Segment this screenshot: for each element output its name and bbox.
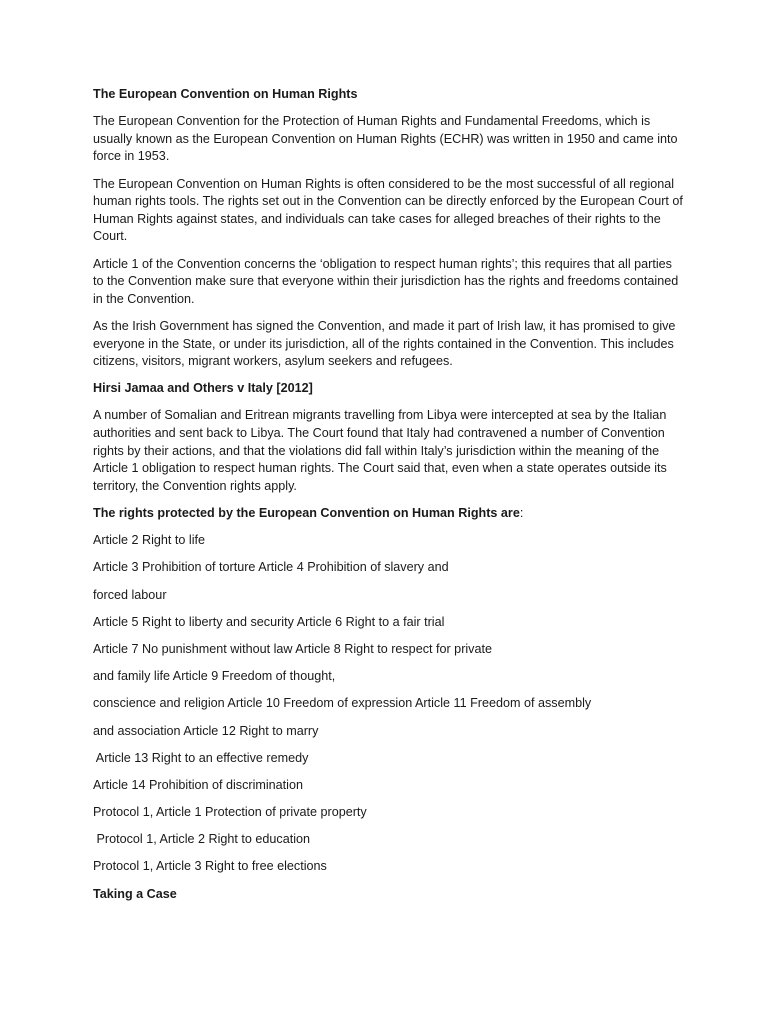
rights-line: Protocol 1, Article 3 Right to free elections: [93, 859, 327, 874]
rights-heading: [93, 505, 683, 523]
case-paragraph: A number of Somalian and Eritrean migrants travelling from Libya were intercepted at sea by the Italian authorities and sent back to Libya. The Court found that Italy had contravened a number of Convention rights by their actions, and that the violations did fall within Italy’s jurisdiction within the meaning of the Article 1 obligation to respect human rights. The Court said that, even when a state operates outside its territory, the Convention rights apply.: [93, 408, 667, 493]
case-heading: Hirsi Jamaa and Others v Italy [2012]: [93, 381, 313, 396]
intro-paragraph-2: The European Convention on Human Rights is often considered to be the most successful of all regional human rights tools. The rights set out in the Convention can be directly enforced by the European Court of Human Rights against states, and individuals can take cases for alleged breaches of their rights to the Court.: [93, 176, 683, 244]
rights-line: Article 14 Prohibition of discrimination: [93, 777, 303, 792]
rights-line: forced labour: [93, 587, 167, 602]
rights-line: Article 7 No punishment without law Article 8 Right to respect for private: [93, 641, 492, 656]
rights-line: Article 2 Right to life: [93, 533, 205, 548]
rights-heading-text: The rights protected by the European Convention on Human Rights are: [93, 506, 520, 521]
intro-paragraph-1: The European Convention for the Protection of Human Rights and Fundamental Freedoms, which is usually known as the European Convention on Human Rights (ECHR) was written in 1950 and came into force in 1953.: [93, 114, 678, 164]
document-page: [93, 86, 683, 913]
rights-heading-colon: :: [519, 506, 524, 521]
document-title: The European Convention on Human Rights: [93, 87, 358, 101]
rights-line: Protocol 1, Article 1 Protection of private property: [93, 805, 367, 820]
taking-a-case-heading: Taking a Case: [93, 886, 177, 901]
intro-paragraph-3: Article 1 of the Convention concerns the ‘obligation to respect human rights’; this requires that all parties to the Convention make sure that everyone within their jurisdiction has the rights and freedoms contained in the Convention.: [93, 256, 679, 306]
rights-line: Article 13 Right to an effective remedy: [93, 750, 309, 765]
rights-line: Article 5 Right to liberty and security Article 6 Right to a fair trial: [93, 614, 445, 629]
rights-line: and family life Article 9 Freedom of thought,: [93, 669, 336, 684]
rights-line: and association Article 12 Right to marry: [93, 723, 319, 738]
rights-line: conscience and religion Article 10 Freedom of expression Article 11 Freedom of assembly: [93, 696, 592, 711]
intro-paragraph-4: As the Irish Government has signed the Convention, and made it part of Irish law, it has promised to give everyone in the State, or under its jurisdiction, all of the rights contained in the Convention. This includes citizens, visitors, migrant workers, asylum seekers and refugees.: [93, 318, 676, 369]
rights-line: Protocol 1, Article 2 Right to education: [93, 832, 311, 847]
rights-line: Article 3 Prohibition of torture Article 4 Prohibition of slavery and: [93, 560, 449, 575]
